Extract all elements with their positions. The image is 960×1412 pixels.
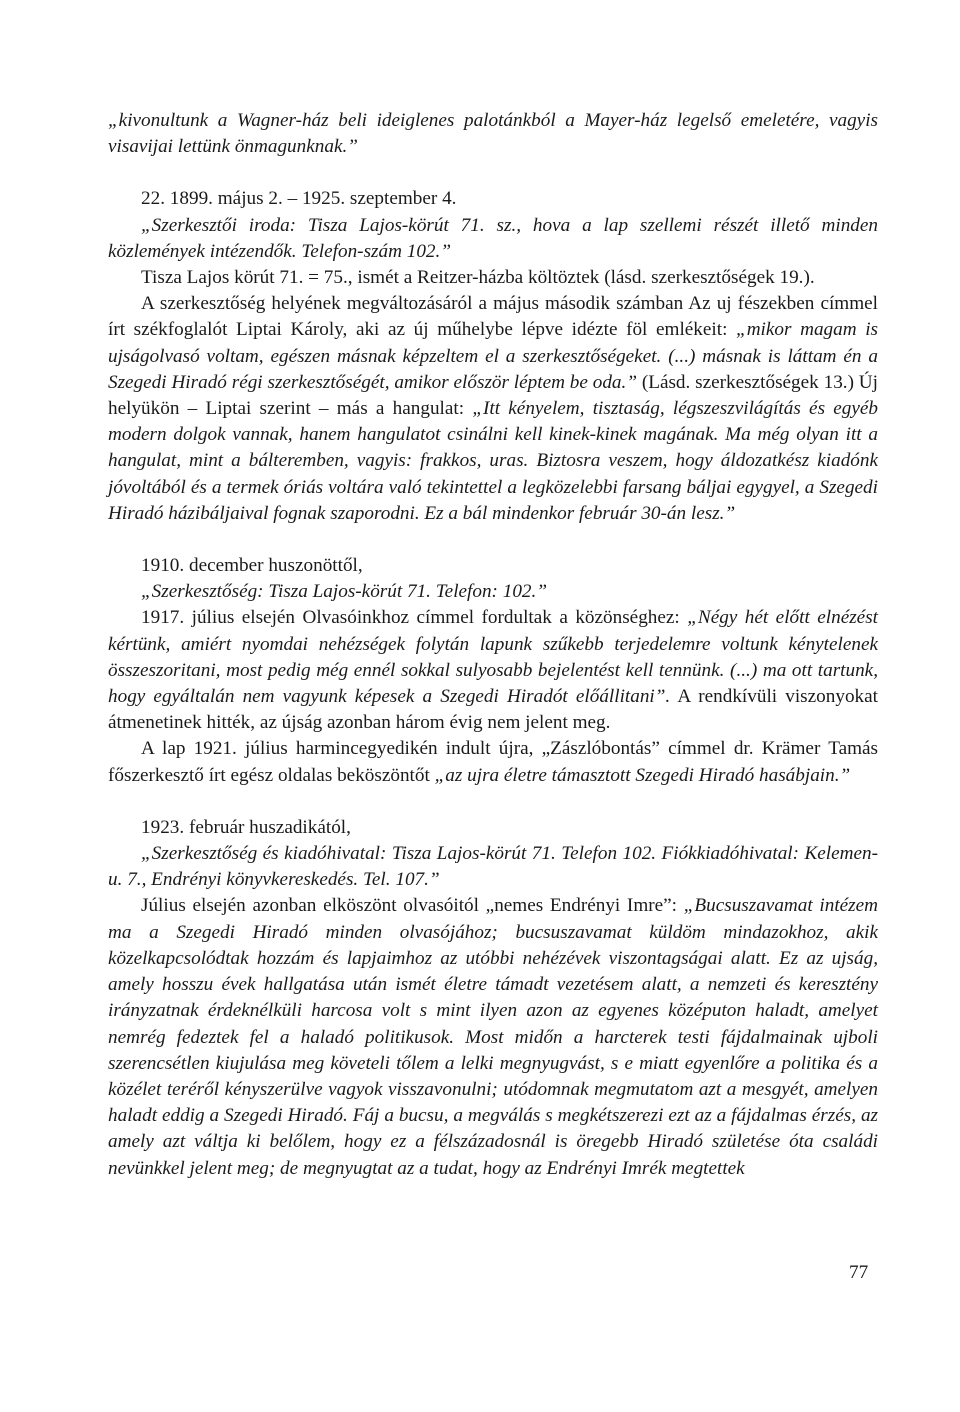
entry-22-quote-a: „mikor magam is ujságolvasó voltam, egészen másnak képzeltem el a szerkesztőségeket. (...) másnak is láttam én a Szegedi Hiradó régi szerkesztőségét, amikor először léptem be oda.”	[108, 319, 878, 393]
entry-22-mid: (Lásd. szerkesztőségek 13.) Új helyükön – Liptai szerint – más a hangulat:	[108, 371, 878, 420]
entry-1910-quote: „Szerkesztőség: Tisza Lajos-körút 71. Telefon: 102.”	[141, 581, 547, 603]
entry-1917-lead: 1917. július elsején Olvasóinkhoz címmel fordultak a közönséghez:	[141, 607, 680, 629]
entry-1923-lead: Július elsején azonban elköszönt olvasóitól „nemes Endrényi Imre”:	[141, 895, 678, 917]
entry-1923-quote: „Szerkesztőség és kiadóhivatal: Tisza Lajos-körút 71. Telefon 102. Fiókkiadóhivatal: Kelemen-u. 7., Endrényi könyvkereskedés. Tel. 107.”	[108, 843, 878, 891]
entry-1923-long-quote: „Bucsuszavamat intézem ma a Szegedi Hiradó minden olvasójához; bucsuszavamat küldöm mindazokhoz, akik közelkapcsolódtak hozzám és lapjaimhoz az utóbbi nehézévek viszontagságai alatt. Ez az ujság, amely hosszu évek hallgatása után ismét életre támadt vezetésem alatt, a nemzeti és keresztény irányzatnak érdeknélküli harcosa volt s mint ilyen azon az egyenes középuton haladt, amelyet nemrég fedeztek fel a haladó politikusok. Most midőn a harcterek testi fájdalmainak ujboli szerencsétlen kiujulása meg követeli tőlem a lelki megnyugvást, s e miatt egyenlőre a politika és a közélet teréről kényszerülve vagyok visszavonulni; utódomnak megmutatom azt a mesgyét, amelyen haladt eddig a Szegedi Hiradó. Fáj a bucsu, a megválás s megkétszerezi ezt az a fájdalmas érzés, az amely azt váltja ki belőlem, hogy ez a félszázadosnál is öregebb Hiradó születése óta családi nevünkkel jelent meg; de megnyugtat az a tudat, hogy az Endrényi Imrék megtettek	[108, 895, 879, 1179]
entry-1923-paragraph	[108, 893, 878, 1181]
entry-1921-quote: „az ujra életre támasztott Szegedi Hiradó hasábjain.”	[434, 764, 851, 786]
entry-22-quote-b: „Itt kényelem, tisztaság, légszeszvilágítás és egyéb modern dolgok vannak, hanem hangulatot csinálni kell kinek-kinek magának. Ma még olyan itt a hangulat, mint a bálteremben, vagyis: frakkos, uras. Biztosra veszem, hogy áldozatkész kiadónk jóvoltából és a termek óriás voltára való tekintettel a legközelebbi farsang báljai egygyel, a Szegedi Hiradó házibáljaival fognak szaporodni. Ez a bál mindenkor február 30-án lesz.”	[108, 398, 879, 524]
entry-22-heading: 22. 1899. május 2. – 1925. szeptember 4.	[141, 188, 457, 210]
entry-1923-heading: 1923. február huszadikától,	[141, 816, 351, 838]
document-page	[108, 108, 878, 1182]
entry-1921-lead: A lap 1921. július harmincegyedikén indult újra, „Zászlóbontás” címmel dr. Krämer Tamás főszerkesztő írt egész oldalas beköszöntőt	[108, 738, 878, 786]
opening-quote: „kivonultunk a Wagner-ház beli ideiglenes palotánkból a Mayer-ház legelső emeletére, vagyis visavijai lettünk önmagunknak.”	[108, 110, 878, 158]
page-number: 77	[849, 1262, 869, 1283]
entry-22-paragraph	[108, 291, 878, 527]
entry-1917-paragraph	[108, 605, 878, 736]
entry-22-intro: A szerkesztőség helyének megváltozásáról a május második számban Az uj fészekben címmel írt székfoglalót Liptai Károly, aki az új műhelybe lépve idézte föl emlékeit:	[108, 293, 878, 341]
entry-1910-heading: 1910. december huszonöttől,	[141, 555, 363, 577]
entry-22-note: Tisza Lajos körút 71. = 75., ismét a Reitzer-házba költöztek (lásd. szerkesztőségek 19.).	[141, 267, 815, 289]
entry-1917-quote: „Négy hét előtt elnézést kértünk, amiért nyomdai nehézségek folytán lapunk szűkebb terjedelemre voltunk kénytelenek összeszoritani, most pedig még ennél sokkal sulyosabb bejelentést kell tennünk. (...) ma ott tartunk, hogy egyáltalán nem vagyunk képesek a Szegedi Hiradót előállitani”.	[108, 607, 878, 708]
entry-22-address-quote: „Szerkesztői iroda: Tisza Lajos-körút 71. sz., hova a lap szellemi részét illető minden közlemények intézendők. Telefon-szám 102.”	[108, 214, 878, 262]
entry-1921-paragraph	[108, 736, 878, 788]
entry-1917-tail: A rendkívüli viszonyokat átmenetinek hitték, az újság azonban három évig nem jelent meg.	[108, 686, 878, 734]
